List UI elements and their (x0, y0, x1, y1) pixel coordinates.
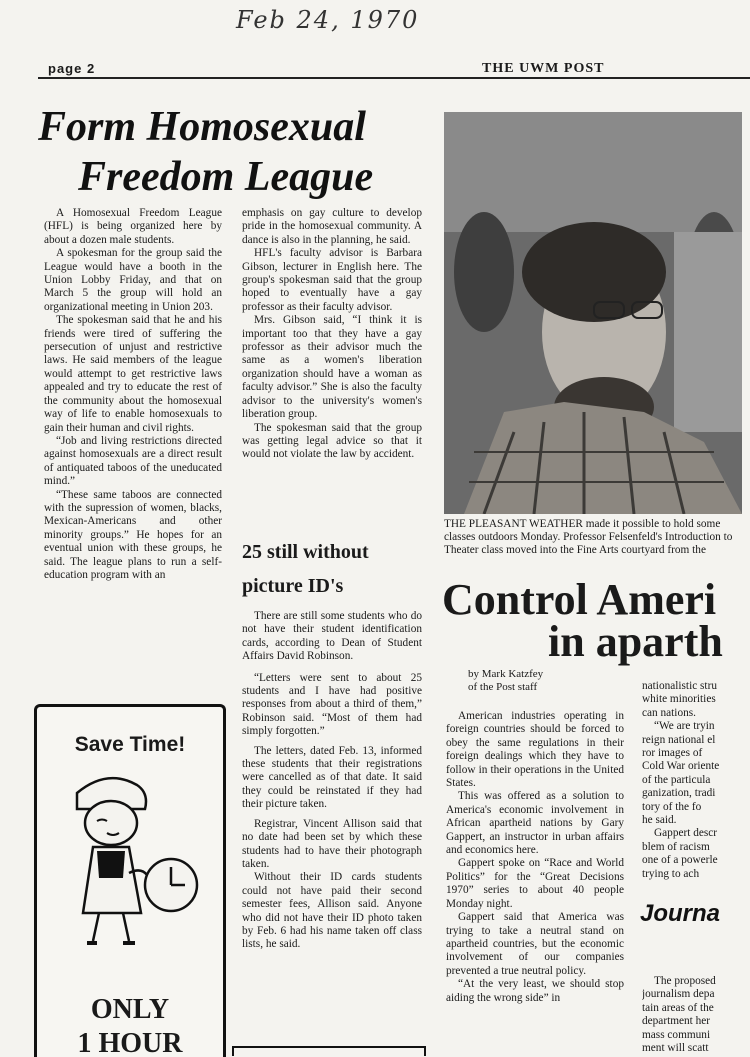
line: one of a powerle (642, 854, 718, 867)
article-headline-line1: Form Homosexual (38, 104, 366, 150)
line: department her (642, 1015, 711, 1028)
header-rule (38, 77, 750, 79)
article4-body (642, 975, 750, 1055)
article3-headline-line2: in aparth (548, 617, 723, 666)
paragraph: “At the very least, we should stop aiding the wrong side” in (446, 978, 624, 1004)
ad-line2: 1 HOUR (77, 1028, 183, 1057)
paragraph: The letters, dated Feb. 13, informed these students that their registrations were cancelled as of that date. It said they could be reinstated if they had their picture taken. (242, 744, 422, 811)
paragraph: Gappert spoke on “Race and World Politics” for the “Great Decisions 1970” series to about 40 people Monday night. (446, 857, 624, 910)
article-column-2 (242, 207, 422, 462)
line: trying to ach (642, 867, 700, 880)
byline-staff: of the Post staff (468, 681, 538, 694)
article2-headline-line2: picture ID's (242, 575, 344, 597)
article4-headline: Journa (640, 900, 721, 927)
photo-illustration (444, 112, 742, 514)
line: he said. (642, 814, 677, 827)
paper-name: THE UWM POST (482, 61, 605, 76)
photo-caption: THE PLEASANT WEATHER made it possible to hold some classes outdoors Monday. Professor Felsenfeld's Introduction to Theater class moved into the Fine Arts courtyard from the (444, 518, 733, 556)
paragraph: “Letters were sent to about 25 students and I have had positive responses from about a third of them,” Robinson said. “Most of them had simply forgotten.” (242, 671, 422, 738)
article3-column-2 (642, 680, 750, 881)
news-photo (444, 112, 742, 514)
article3-headline-line1: Control Ameri (442, 575, 717, 624)
paragraph: Registrar, Vincent Allison said that no date had been set by which these students had to have their photograph taken. (242, 817, 422, 870)
ad-line1: ONLY (90, 994, 170, 1025)
article3-column-1 (446, 710, 624, 1005)
line: can nations. (642, 706, 696, 719)
paragraph: A Homosexual Freedom League (HFL) is being organized here by about a dozen male students. (44, 207, 222, 246)
next-ad-border (232, 1046, 426, 1056)
line: The proposed (654, 975, 716, 987)
line: Gappert descr (654, 827, 718, 840)
paragraph: Mrs. Gibson said, “I think it is important too that they have a gay professor as their advisor much the same as a women's liberation organization should have a woman as faculty advisor.” She is also the faculty advisor to the university's women's liberation group. (242, 314, 422, 421)
line: ment will scatt (642, 1042, 709, 1055)
line: reign national el (642, 733, 716, 746)
paragraph: There are still some students who do not have their student identification cards, according to Dean of Student Affairs David Robinson. (242, 610, 422, 663)
paragraph: “Job and living restrictions directed against homosexuals are a direct result of antiquated taboos of the uneducated mind.” (44, 434, 222, 488)
article2-headline-line1: 25 still without (242, 541, 369, 563)
byline (468, 668, 543, 695)
line: tory of the fo (642, 800, 702, 813)
line: mass communi (642, 1028, 711, 1041)
paragraph: HFL's faculty advisor is Barbara Gibson, lecturer in English here. The group's spokesman said that the group hoped to eventually have a gay professor as their faculty advisor. (242, 247, 422, 313)
line: nationalistic stru (642, 680, 717, 692)
article2-body (242, 610, 422, 952)
line: ganization, tradi (642, 787, 716, 800)
line: tain areas of the (642, 1001, 714, 1014)
paragraph: Gappert said that America was trying to take a neutral stand on apartheid countries, but the economic involvement of our companies prevented a true neutral policy. (446, 911, 624, 977)
ad-illustration (37, 763, 223, 953)
line: journalism depa (642, 988, 715, 1001)
ad-title: Save Time! (74, 733, 186, 756)
paragraph: A spokesman for the group said the League would have a booth in the Union Lobby Friday, and that on March 5 the group will hold an organizational meeting in Union 203. (44, 247, 222, 313)
paragraph: This was offered as a solution to America's economic involvement in African apartheid nations by Gary Gappert, an instructor in urban affairs and economics here. (446, 790, 624, 857)
line: of the particula (642, 773, 711, 786)
article-headline-line2: Freedom League (78, 154, 374, 200)
line: white minorities (642, 693, 716, 706)
byline-author: by Mark Katzfey (468, 668, 544, 680)
line: Cold War oriente (642, 760, 720, 773)
paragraph: Without their ID cards students could not have paid their second semester fees, Allison said. Anyone who did not have their ID photo taken by Feb. 6 had his name taken off class lists, he said. (242, 871, 422, 951)
paragraph: The spokesman said that he and his friends were tired of suffering the persecution of unjust and restrictive laws. He said members of the league would attempt to get restrictive laws appealed and try to educate the rest of the community about the homosexual way of life to enable homosexuals to gain their human and civil rights. (44, 314, 222, 434)
line: ror images of (642, 747, 703, 760)
paragraph: “These same taboos are connected with the supression of women, blacks, Mexican-Americans and other minority groups.” He hopes for an eventual union with these groups, he said. The league plans to run a self-education program with an (44, 488, 222, 581)
paragraph: American industries operating in foreign countries should be forced to obey the same regulations in their foreign dealings which they have to follow in their operations in the United States. (446, 710, 624, 790)
paragraph: emphasis on gay culture to develop pride in the homosexual community. A dance is also in the planning, he said. (242, 207, 422, 246)
page-number: page 2 (48, 61, 96, 76)
paragraph: The spokesman said that the group was getting legal advice so that it would not violate the law by accident. (242, 421, 422, 461)
advertisement (34, 704, 226, 1057)
line: “We are tryin (654, 720, 715, 733)
handwritten-date: Feb 24, 1970 (236, 6, 420, 34)
article-column-1 (44, 207, 222, 582)
line: blem of racism (642, 840, 710, 853)
